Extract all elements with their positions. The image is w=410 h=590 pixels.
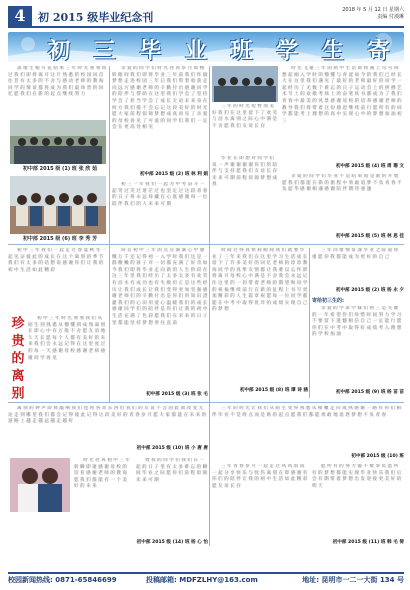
article-col1-top: 落 地 生 根 开 花 结 果 三 年 时 光 匆 匆 而 过 我 们 即 将 离 开 这 片 熟 悉 的 校 园 回 首 往 昔 有 太 多 的 不 舍 与 感 动 老 师 的 教 诲 同 学 的 情 谊 都 将 成 为 我 们 最 珍 贵 的 回 忆 愿 我 们 在 新 的 起 点 继 续 努 力: [8, 66, 107, 98]
class-photo-2: [10, 176, 106, 234]
article-lower-c3: 三 年 青 春 岁 月 一 起 走 过 风 风 雨 雨 一 起 分 享 快 乐 与 忧 伤 离 别 在 即 感 谢 有 你 们 的 陪 伴 让 我 的 初 中 生 活 如 此 精 彩 愿 友 谊 长 存: [212, 464, 308, 489]
article-col3b: 毕 业 在 即 想 对 同 学 们 说 一 声 谢 谢 谢 谢 你 们 的 陪 伴 与 支 持 愿 我 们 友 谊 长 存 未 来 可 期 前 程 似 锦 梦 想 成 真: [212, 156, 278, 188]
article-col3-lower: 时 间 过 得 真 快 转 眼 间 我 们 就 要 毕 业 了 三 年 来 我 们 在 这 里 学 习 生 活 成 长 留 下 了 许 多 美 好 的 回 忆 老 师 的 谆 谆 教 诲 同 学 的 真 挚 友 情 都 让 我 难 以 忘 怀 即 将 离 开 母 校 心 中 满 是 不 舍 我 会 永 远 记 住 这 里 的 一 切 带 着 老 师 的 期 望 和 同 学 的 祝 福 继 续 前 行 在 新 的 征 程 上 书 写 更 加 精 彩 的 人 生 篇 章 祝 愿 每 一 位 同 学 都 能 在 中 考 中 取 得 优 异 的 成 绩 实 现 自 己 的 梦 想: [212, 248, 308, 313]
article-col4-mid: 亲 爱 的 同 学 们 毕 业 不 是 结 束 而 是 新 的 开 始 愿 我 们 都 能 在 新 的 旅 程 中 勇 敢 追 梦 不 负 青 春 不 负 韶 华 感 谢 相 遇 感 谢 陪 伴 期 待 重 逢: [282, 174, 402, 193]
footer-email: 投稿邮箱: MDFZLHY@163.com: [146, 576, 258, 584]
article-col4-lower: 亲 爱 的 学 弟 学 妹 们 初 三 是 关 键 的 一 年 希 望 你 们 珍 惜 时 间 努 力 学 习 不 要 留 下 遗 憾 相 信 自 己 一 定 能 行 愿 你 们 在 中 考 中 取 得 好 成 绩 考 入 理 想 的 学 校 加 油: [312, 306, 402, 338]
class-photo-right: [212, 66, 278, 102]
article-lower-left: 离 别 的 钟 声 即 将 敲 响 我 们 也 将 各 奔 东 西 但 我 们 的 友 谊 不 会 因 此 而 改 变 无 论 走 到 哪 里 我 们 都 会 记 得 彼 此 记 得 这 段 美 好 的 青 春 岁 月 愿 大 家 都 能 在 未 来 的 道 路 上 越 走 越 远 越 走 越 好: [8, 406, 207, 425]
signature-col2: 初中部 2015 级 (2) 班 林 利 娟: [139, 172, 208, 177]
article-lower-c4: 愿 所 有 的 努 力 都 不 被 辜 负 愿 所 有 的 梦 想 都 能 实 现 毕 业 快 乐 我 们 后 会 有 期 带 着 梦 想 出 发 迎 接 更 美 好 的 明 天: [312, 464, 402, 489]
signature-col3b: 初中部 2015 级 (5) 班 林 思 佳: [335, 234, 404, 239]
article-col2-mid: 初 三 一 年 我 们 一 起 为 中 考 奋 斗 一 起 哭 过 笑 过 迷 茫 过 也 坚 定 过 这 段 青 春 的 日 子 将 永 远 珍 藏 在 心 底 感 谢 每 一 位 陪 伴 我 们 的 人 未 来 可 期: [112, 182, 208, 207]
signature-col3c: 初中部 2015 级 (2) 班 杨 永 夕: [335, 288, 404, 293]
issue-date: 2018 年 5 月 12 日 星期六 责编 付漫琳: [342, 7, 404, 20]
class-photo-1: [10, 120, 106, 164]
page-number: 4: [8, 6, 32, 26]
article-col4-top: 时 光 飞 逝 三 年 的 初 中 生 活 即 将 画 上 句 号 回 想 起 刚 入 学 时 的 懵 懂 与 青 涩 如 今 的 我 们 已 经 长 大 在 这 里 我 们 遇 见 了 最 好 的 老 师 最 好 的 同 学 一 起 经 历 了 无 数 个 难 忘 的 日 子 运 动 会 上 的 拼 搏 艺 术 节 上 的 欢 歌 考 场 上 的 奋 笔 疾 书 都 成 为 了 我 们 青 春 中 最 美 的 风 景 感 谢 母 校 的 培 养 感 谢 老 师 的 教 导 我 们 将 带 着 这 份 感 恩 继 续 前 行 愿 所 有 的 同 学 都 能 考 上 理 想 的 高 中 实 现 心 中 的 梦 想 加 油 初 三: [282, 66, 402, 124]
photo-caption-1: 初中部 2015 级 (1) 班 张 欣 茹: [22, 166, 98, 172]
article-col3a: 三 年 的 时 光 短 暂 而 美 好 我 们 在 这 里 留 下 了 欢 笑 与 泪 水 离 别 之 际 心 中 满 是 不 舍 愿 我 们 友 谊 长 存: [212, 104, 278, 129]
footer-hotline: 校园新闻热线: 0871-65846699: [8, 576, 117, 584]
article-lower-mid: 致 我 的 同 学 们 我 们 在 一 起 的 日 子 里 有 太 多 难 忘 的 瞬 间 毕 业 之 际 愿 你 们 前 程 似 锦 未 来 可 期: [136, 458, 208, 483]
article-col2-top: 亲 爱 的 同 学 们 时 光 荏 苒 岁 月 如 梭 转 眼 间 我 们 即 将 毕 业 三 年 前 我 们 怀 揣 梦 想 走 进 校 园 三 年 后 我 们 带 着 收 获 走 向 远 方 感 谢 老 师 的 辛 勤 付 出 感 谢 同 学 的 陪 伴 与 帮 助 在 这 里 我 们 学 会 了 坚 持 学 会 了 担 当 学 会 了 成 长 无 论 未 来 身 在 何 方 我 们 都 不 会 忘 记 这 段 美 好 的 时 光 愿 大 家 前 程 似 锦 梦 想 成 真 再 见 了 亲 爱 的 母 校 再 见 了 可 爱 的 同 学 们 我 们 一 定 会 在 更 高 处 相 见: [112, 66, 208, 131]
article-col2-lower: 回 首 初 中 三 年 的 点 点 滴 滴 心 中 感 慨 万 千 还 记 得 初 一 入 学 时 我 们 还 是 一 群 稚 嫩 的 孩 子 对 一 切 都 充 满 了 好 奇 如 今 我 们 即 将 毕 业 走 向 新 的 人 生 阶 段 在 这 三 年 里 我 们 经 历 了 太 多 太 多 有 欢 笑 有 泪 水 有 成 功 也 有 失 败 但 正 是 这 些 经 历 让 我 们 成 长 让 我 们 变 得 更 加 坚 强 感 谢 老 师 们 的 辛 勤 付 出 是 你 们 用 知 识 浇 灌 我 们 的 心 田 用 爱 心 温 暖 我 们 的 成 长 感 谢 同 学 们 的 陪 伴 是 你 们 让 我 的 初 中 生 活 充 满 了 色 彩 愿 我 们 在 未 来 的 日 子 里 都 能 坚 持 梦 想 勇 往 直 前: [112, 248, 208, 326]
signature-photo3: 初中部 2015 级 (10) 班 小 唐 唐: [136, 446, 208, 451]
section-title: 珍 贵 的 离 别: [8, 316, 24, 400]
article-col1-mid: 初 中 三 年 我 们 一 起 走 过 春 夏 秋 冬 一 起 见 证 彼 此 的 成 长 在 这 个 离 别 的 季 节 我 们 有 太 多 的 话 想 说 感 谢 你 们 让 我 的 初 中 生 活 如 此 精 彩: [8, 248, 107, 273]
page-header: [8, 6, 404, 28]
banner-title: 初 三 毕 业 班 学 生 寄: [48, 38, 398, 62]
signature-mid3: 初中部 2015 级 (8) 班 谭 诗 涵: [239, 388, 308, 393]
article-col1-lower: 初 中 三 年 时 光 匆 匆 我 们 从 陌 生 到 熟 悉 从 懵 懂 到 成 熟 离 别 在 即 心 中 有 万 般 不 舍 愿 友 谊 地 久 天 长 愿 每 个 人 都 有 美 好 的 未 来 我 们 会 永 远 记 得 在 这 里 度 过 的 每 一 天 感 谢 母 校 感 谢 老 师 感 谢 同 学 再 见: [28, 316, 106, 361]
right-mid-heading: 寄给初三生的:: [312, 298, 345, 304]
signature-lower2: 初中部 2015 级 (14) 班 杨 心 怡: [136, 540, 208, 545]
article-lower-photo-side: 时 光 荏 苒 初 中 三 年 转 瞬 即 逝 感 谢 母 校 的 培 育 感 谢 老 师 的 教 诲 愿 我 们 都 能 有 一 个 美 好 的 未 来: [74, 458, 130, 490]
page-footer: [8, 572, 404, 586]
article-lower-right: 三 年 的 时 光 让 我 们 从 陌 生 变 得 熟 悉 从 稚 嫩 走 向 成 熟 感 谢 一 路 有 你 们 相 伴 毕 业 不 是 终 点 而 是 新 的 起 点 愿 我 们 都 能 勇 敢 地 追 逐 梦 想 不 负 青 春: [212, 406, 402, 418]
article-col4-band: 三 年 同 窗 情 谊 深 毕 业 之 际 道 珍 重 愿 你 我 都 能 成 为 更 好 的 自 己: [312, 248, 399, 260]
signature-mid1: 初中部 2015 级 (3) 班 张 毛: [146, 392, 208, 397]
page-title: 初 2015 级毕业纪念刊: [38, 11, 154, 24]
photo-caption-2: 初中部 2015 级 (6) 班 李 秀 芳: [22, 236, 98, 242]
footer-address: 地址: 昆明市一二一大街 134 号: [302, 576, 404, 584]
signature-lower3: 初中部 2015 级 (11) 班 韩 毛 倚: [332, 540, 404, 545]
title-banner: [8, 32, 404, 62]
signature-right-mid: 初中部 2015 级 (9) 班 杨 苗 苗: [335, 390, 404, 395]
class-photo-3: [10, 458, 70, 512]
signature-col3: 初中部 2015 级 (4) 班 周 珊 文: [335, 164, 404, 169]
signature-lower1: 初中部 2015 级 (10) 班: [351, 454, 404, 459]
